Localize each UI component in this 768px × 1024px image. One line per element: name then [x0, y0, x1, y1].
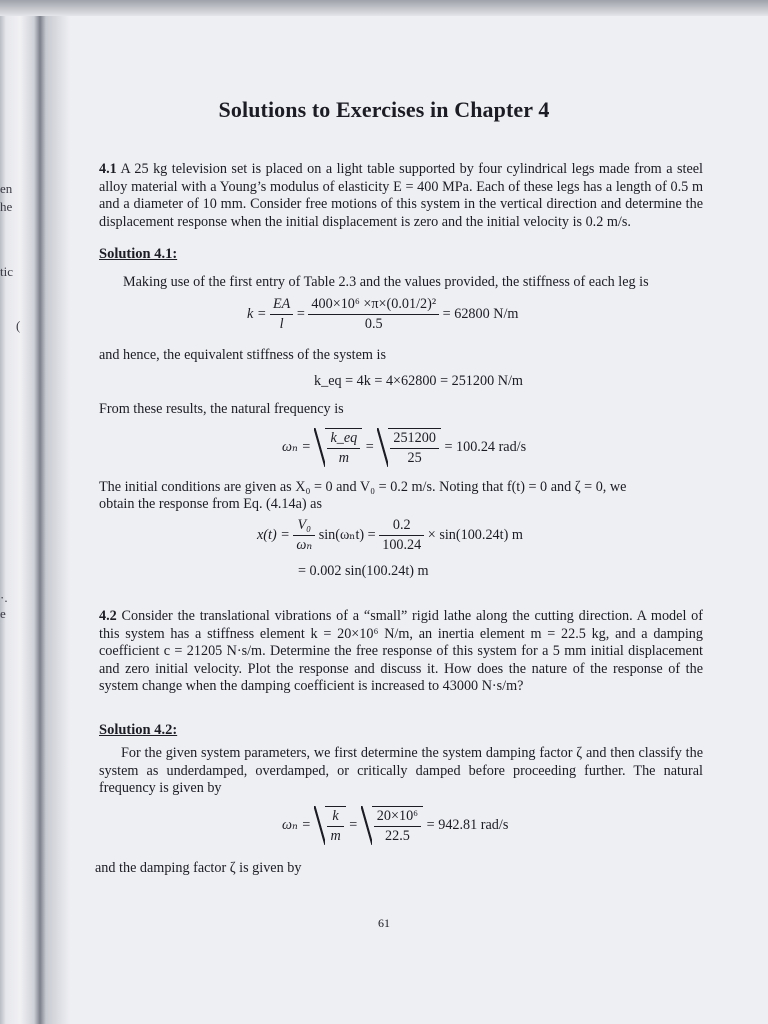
sqrt-symbol: [314, 806, 345, 845]
eq-rhs: = 100.24 rad/s: [444, 438, 527, 455]
exercise-number: 4.2: [99, 608, 117, 624]
eq-lhs: x(t) =: [257, 526, 290, 543]
equation-response: [257, 517, 523, 554]
solution-4-1-heading: Solution 4.1:: [99, 246, 178, 262]
equation-natural-frequency: [282, 428, 526, 467]
eq-numerator: 251200: [390, 430, 439, 449]
margin-fragment: en: [0, 181, 13, 196]
eq-numerator: 400×10⁶ ×π×(0.01/2)²: [308, 296, 439, 315]
solution-text: From these results, the natural frequency is: [99, 401, 344, 417]
margin-fragment: tic: [0, 264, 13, 279]
eq-denominator: 100.24: [382, 537, 422, 553]
page-number: 61: [378, 916, 390, 930]
eq-fraction: [308, 296, 439, 333]
scan-edge-shadow: [0, 0, 768, 16]
eq-rhs: = 62800 N/m: [442, 305, 519, 322]
eq-numerator: EA: [270, 296, 293, 315]
eq-numerator: k_eq: [327, 430, 360, 449]
eq-lhs: ωₙ =: [282, 816, 311, 833]
margin-fragment: e: [0, 606, 6, 621]
margin-fragment: (: [16, 318, 21, 333]
eq-rhs: = 942.81 rad/s: [426, 816, 509, 833]
eq-sign: =: [349, 816, 358, 833]
eq-sign: =: [296, 305, 305, 322]
exercise-text: A 25 kg television set is placed on a light table supported by four cylindrical legs made from a steel alloy material with a Young’s modulus of elasticity E = 400 MPa. Each of these legs has a length of 0.5 m and a diameter of 10 mm. Consider free motions of this system in the vertical direction and determine the displacement response when the initial displacement is zero and the initial velocity is 0.2 m/s.: [99, 161, 703, 230]
eq-denominator: 22.5: [385, 828, 410, 844]
equation-stiffness: [247, 296, 518, 333]
solution-text: Making use of the first entry of Table 2.3 and the values provided, the stiffness of each leg is: [123, 274, 649, 290]
sqrt-symbol: [361, 806, 423, 845]
exercise-4-1: [99, 161, 703, 231]
eq-sign: =: [365, 438, 374, 455]
eq-lhs: k =: [247, 305, 267, 322]
solution-text: [99, 745, 703, 798]
eq-denominator: m: [330, 828, 341, 844]
eq-numerator: V₀: [293, 517, 315, 536]
eq-denominator: ωₙ: [296, 537, 313, 553]
solution-text: The initial conditions are given as X₀ = 0 and V₀ = 0.2 m/s. Noting that f(t) = 0 and ζ = 0, we: [99, 479, 627, 495]
margin-fragment: ·.: [0, 590, 8, 605]
equation-equivalent-stiffness: k_eq = 4k = 4×62800 = 251200 N/m: [314, 373, 523, 389]
exercise-4-2: [99, 608, 703, 696]
eq-denominator: 25: [407, 450, 422, 466]
equation-response-line2: = 0.002 sin(100.24t) m: [298, 563, 429, 579]
eq-fraction: [270, 296, 293, 333]
eq-fraction: [379, 517, 424, 554]
solution-text: and hence, the equivalent stiffness of the system is: [99, 347, 386, 363]
margin-fragment: he: [0, 199, 13, 214]
eq-rhs: × sin(100.24t) m: [427, 526, 523, 543]
exercise-number: 4.1: [99, 161, 117, 177]
eq-numerator: k: [327, 808, 343, 827]
eq-fraction: [293, 517, 315, 554]
solution-text: obtain the response from Eq. (4.14a) as: [99, 496, 322, 512]
solution-4-2-heading: Solution 4.2:: [99, 722, 178, 738]
chapter-title: Solutions to Exercises in Chapter 4: [218, 97, 550, 122]
eq-numerator: 0.2: [379, 517, 424, 536]
solution-text: and the damping factor ζ is given by: [95, 860, 302, 876]
sqrt-symbol: [377, 428, 441, 467]
eq-mid: sin(ωₙt) =: [318, 526, 376, 543]
eq-numerator: 20×10⁶: [374, 808, 421, 827]
eq-lhs: ωₙ =: [282, 438, 311, 455]
exercise-text: Consider the translational vibrations of a “small” rigid lathe along the cutting direction. A model of this system has a stiffness element k = 20×10⁶ N/m, an inertia element m = 22.5 kg, and a damping coefficient c = 21205 N·s/m. Determine the free response of this system for a 5 mm initial displacement and zero initial velocity. Plot the response and discuss it. How does the nature of the response of the system change when the damping coefficient is increased to 43000 N·s/m?: [99, 608, 704, 695]
sqrt-symbol: [314, 428, 362, 467]
eq-denominator: m: [338, 450, 349, 466]
eq-denominator: 0.5: [364, 316, 383, 332]
equation-natural-frequency-4-2: [282, 806, 508, 845]
solution-paragraph: For the given system parameters, we first determine the system damping factor ζ and then classify the system as underdamped, overdamped, or critically damped before proceeding further. The natural frequency is given by: [99, 745, 703, 797]
eq-denominator: l: [279, 316, 284, 332]
